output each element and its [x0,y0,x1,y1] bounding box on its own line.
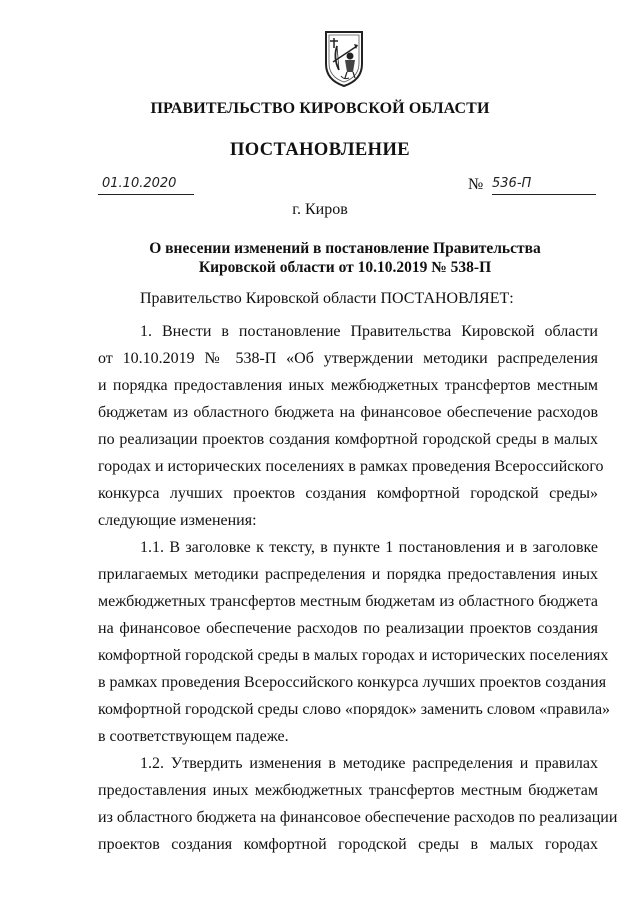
body-line: в соответствующем падеже. [98,728,289,745]
body-line: конкурса лучших проектов создания комфортной городской среды» [98,485,598,502]
body-line: Правительство Кировской области ПОСТАНОВЛЯЕТ: [140,290,514,307]
body-line: в рамках проведения Всероссийского конкурса лучших проектов создания [98,674,607,691]
body-line: из областного бюджета на финансовое обеспечение расходов по реализации [98,809,618,826]
body-line: городах и исторических поселениях в рамках проведения Всероссийского [98,458,604,475]
body-line: 1.1. В заголовке к тексту, в пункте 1 постановления и в заголовке [140,539,598,556]
number-field [492,176,596,195]
body-line: комфортной городской среды слово «порядок» заменить словом «правила» [98,701,611,718]
document-number: 536-П [492,176,532,191]
city: г. Киров [292,201,348,218]
body-line: проектов создания комфортной городской среды в малых городах [98,836,598,853]
body-line: межбюджетных трансфертов местным бюджетам из областного бюджета [98,593,598,610]
body-line: бюджетам из областного бюджета на финансовое обеспечение расходов [98,404,598,421]
document-subject [140,239,550,277]
document-date: 01.10.2020 [102,176,177,191]
body-line: комфортной городской среды в малых городах и исторических поселениях [98,647,609,664]
date-field [98,176,194,195]
body-line: предоставления иных межбюджетных трансфертов местным бюджетам [98,782,598,799]
body-line: 1. Внести в постановление Правительства Кировской области [140,323,598,340]
body-line: от 10.10.2019 № 538-П «Об утверждении методики распределения [98,350,598,367]
subject-line: О внесении изменений в постановление Правительства [149,240,541,257]
body-line: и порядка предоставления иных межбюджетных трансфертов местным [98,377,598,394]
number-label: № [468,176,484,193]
body-line: по реализации проектов создания комфортной городской среды в малых [98,431,598,448]
kirov-coat-of-arms-icon [321,26,367,88]
government-title: ПРАВИТЕЛЬСТВО КИРОВСКОЙ ОБЛАСТИ [150,100,490,117]
subject-line: Кировской области от 10.10.2019 № 538-П [198,259,492,276]
document-type: ПОСТАНОВЛЕНИЕ [229,140,410,160]
body-line: 1.2. Утвердить изменения в методике распределения и правилах [140,755,598,772]
body-line: прилагаемых методики распределения и порядка предоставления иных [98,566,598,583]
body-line: на финансовое обеспечение расходов по реализации проектов создания [98,620,598,637]
body-line: следующие изменения: [98,512,257,529]
